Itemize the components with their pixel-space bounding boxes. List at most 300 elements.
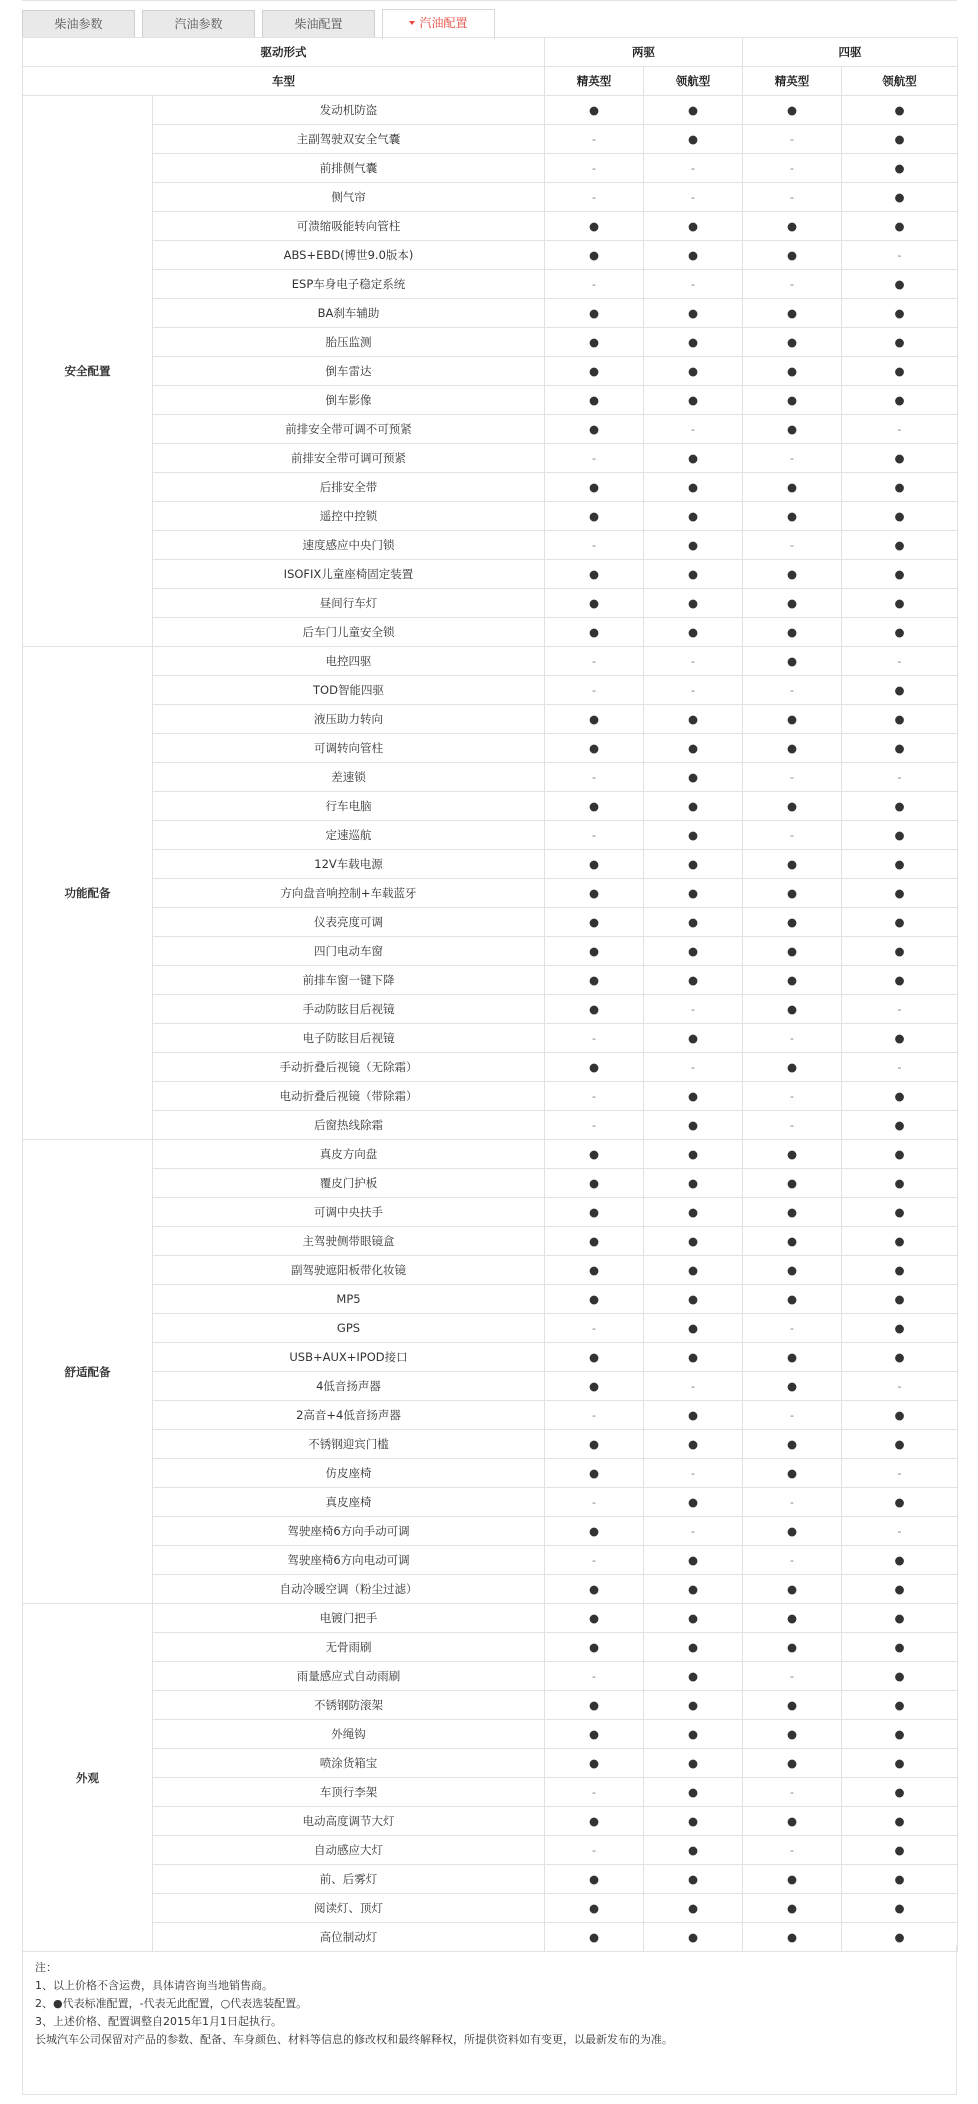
feature-name: 昼间行车灯: [153, 589, 545, 618]
feature-name: 真皮方向盘: [153, 1140, 545, 1169]
feature-name: 电动高度调节大灯: [153, 1807, 545, 1836]
not-available-mark: -: [842, 1053, 958, 1082]
feature-name: 主副驾驶双安全气囊: [153, 125, 545, 154]
drive-type-header-row: [23, 38, 958, 67]
not-available-mark: -: [644, 154, 743, 183]
feature-row: [23, 1314, 958, 1343]
standard-mark: ●: [743, 937, 842, 966]
feature-name: 倒车雷达: [153, 357, 545, 386]
feature-name: ISOFIX儿童座椅固定装置: [153, 560, 545, 589]
feature-name: 阅读灯、顶灯: [153, 1894, 545, 1923]
standard-mark: ●: [743, 386, 842, 415]
standard-mark: ●: [842, 821, 958, 850]
feature-name: 12V车载电源: [153, 850, 545, 879]
standard-mark: ●: [743, 560, 842, 589]
notes-title: 注：: [35, 1961, 57, 1974]
feature-name: ABS+EBD(博世9.0版本): [153, 241, 545, 270]
standard-mark: ●: [644, 1198, 743, 1227]
feature-row: [23, 1401, 958, 1430]
standard-mark: ●: [743, 502, 842, 531]
standard-mark: ●: [743, 1140, 842, 1169]
not-available-mark: -: [545, 444, 644, 473]
standard-mark: ●: [743, 1923, 842, 1952]
standard-mark: ●: [743, 1807, 842, 1836]
standard-mark: ●: [743, 734, 842, 763]
standard-mark: ●: [743, 618, 842, 647]
standard-mark: ●: [743, 96, 842, 125]
standard-mark: ●: [842, 1604, 958, 1633]
standard-mark: ●: [644, 1343, 743, 1372]
not-available-mark: -: [743, 531, 842, 560]
standard-mark: ●: [644, 1285, 743, 1314]
not-available-mark: -: [644, 676, 743, 705]
feature-row: [23, 1227, 958, 1256]
standard-mark: ●: [743, 792, 842, 821]
feature-name: 前、后雾灯: [153, 1865, 545, 1894]
standard-mark: ●: [545, 705, 644, 734]
not-available-mark: -: [644, 1459, 743, 1488]
standard-mark: ●: [644, 1720, 743, 1749]
standard-mark: ●: [743, 1575, 842, 1604]
standard-mark: ●: [545, 850, 644, 879]
not-available-mark: -: [743, 1082, 842, 1111]
standard-mark: ●: [842, 1082, 958, 1111]
feature-name: 可调转向管柱: [153, 734, 545, 763]
category-label-function: 功能配备: [23, 647, 153, 1140]
standard-mark: ●: [743, 1691, 842, 1720]
standard-mark: ●: [842, 1807, 958, 1836]
standard-mark: ●: [545, 1604, 644, 1633]
feature-name: 前排侧气囊: [153, 154, 545, 183]
standard-mark: ●: [644, 821, 743, 850]
standard-mark: ●: [644, 1575, 743, 1604]
standard-mark: ●: [644, 1169, 743, 1198]
not-available-mark: -: [545, 647, 644, 676]
standard-mark: ●: [644, 1488, 743, 1517]
standard-mark: ●: [644, 1894, 743, 1923]
standard-mark: ●: [842, 1749, 958, 1778]
feature-row: [23, 1546, 958, 1575]
standard-mark: ●: [842, 1633, 958, 1662]
feature-row: [23, 154, 958, 183]
standard-mark: ●: [644, 618, 743, 647]
standard-mark: ●: [644, 241, 743, 270]
feature-name: 车顶行李架: [153, 1778, 545, 1807]
standard-mark: ●: [545, 1517, 644, 1546]
standard-mark: ●: [842, 1923, 958, 1952]
feature-name: 外绳钩: [153, 1720, 545, 1749]
feature-name: 定速巡航: [153, 821, 545, 850]
standard-mark: ●: [644, 1778, 743, 1807]
standard-mark: ●: [743, 879, 842, 908]
standard-mark: ●: [743, 1633, 842, 1662]
standard-mark: ●: [644, 357, 743, 386]
standard-mark: ●: [842, 1546, 958, 1575]
standard-mark: ●: [644, 212, 743, 241]
standard-mark: ●: [842, 1169, 958, 1198]
standard-mark: ●: [842, 1430, 958, 1459]
feature-name: 仿皮座椅: [153, 1459, 545, 1488]
feature-row: [23, 1720, 958, 1749]
not-available-mark: -: [842, 647, 958, 676]
standard-mark: ●: [743, 473, 842, 502]
spec-table-body: [23, 38, 958, 1952]
feature-name: 覆皮门护板: [153, 1169, 545, 1198]
standard-mark: ●: [743, 241, 842, 270]
standard-mark: ●: [644, 96, 743, 125]
standard-mark: ●: [842, 618, 958, 647]
not-available-mark: -: [545, 1546, 644, 1575]
feature-row: [23, 1140, 958, 1169]
standard-mark: ●: [644, 560, 743, 589]
feature-row: [23, 995, 958, 1024]
standard-mark: ●: [842, 328, 958, 357]
feature-row: [23, 1807, 958, 1836]
standard-mark: ●: [545, 734, 644, 763]
standard-mark: ●: [743, 1256, 842, 1285]
standard-mark: ●: [644, 966, 743, 995]
standard-mark: ●: [644, 1836, 743, 1865]
standard-mark: ●: [842, 1401, 958, 1430]
feature-row: [23, 705, 958, 734]
feature-name: 前排车窗一键下降: [153, 966, 545, 995]
feature-name: 后窗热线除霜: [153, 1111, 545, 1140]
not-available-mark: -: [743, 125, 842, 154]
trim-4wd-elite: 精英型: [743, 67, 842, 96]
standard-mark: ●: [545, 328, 644, 357]
standard-mark: ●: [842, 1894, 958, 1923]
feature-name: 电镀门把手: [153, 1604, 545, 1633]
feature-row: [23, 1691, 958, 1720]
feature-row: [23, 1430, 958, 1459]
standard-mark: ●: [842, 125, 958, 154]
feature-row: [23, 1198, 958, 1227]
feature-name: 副驾驶遮阳板带化妆镜: [153, 1256, 545, 1285]
model-header-row: [23, 67, 958, 96]
feature-name: 电子防眩目后视镜: [153, 1024, 545, 1053]
standard-mark: ●: [743, 1517, 842, 1546]
standard-mark: ●: [545, 966, 644, 995]
standard-mark: ●: [743, 1285, 842, 1314]
tab-bar: [22, 10, 957, 38]
not-available-mark: -: [743, 1111, 842, 1140]
trim-2wd-elite: 精英型: [545, 67, 644, 96]
standard-mark: ●: [743, 1227, 842, 1256]
feature-row: [23, 386, 958, 415]
standard-mark: ●: [842, 1256, 958, 1285]
standard-mark: ●: [644, 1633, 743, 1662]
standard-mark: ●: [644, 1256, 743, 1285]
standard-mark: ●: [842, 589, 958, 618]
standard-mark: ●: [644, 1024, 743, 1053]
tab-gasoline-config-label: 汽油配置: [419, 16, 468, 30]
not-available-mark: -: [545, 1024, 644, 1053]
feature-row: [23, 531, 958, 560]
not-available-mark: -: [644, 183, 743, 212]
feature-name: 前排安全带可调不可预紧: [153, 415, 545, 444]
standard-mark: ●: [743, 1430, 842, 1459]
standard-mark: ●: [644, 792, 743, 821]
feature-name: ESP车身电子稳定系统: [153, 270, 545, 299]
feature-row: [23, 212, 958, 241]
feature-name: 驾驶座椅6方向电动可调: [153, 1546, 545, 1575]
standard-mark: ●: [545, 96, 644, 125]
feature-name: 侧气帘: [153, 183, 545, 212]
feature-name: 自动冷暖空调（粉尘过滤）: [153, 1575, 545, 1604]
not-available-mark: -: [644, 1372, 743, 1401]
not-available-mark: -: [644, 647, 743, 676]
feature-name: 差速锁: [153, 763, 545, 792]
feature-row: [23, 1169, 958, 1198]
category-label-comfort: 舒适配备: [23, 1140, 153, 1604]
standard-mark: ●: [545, 1169, 644, 1198]
not-available-mark: -: [842, 1459, 958, 1488]
standard-mark: ●: [743, 357, 842, 386]
standard-mark: ●: [545, 1343, 644, 1372]
not-available-mark: -: [743, 1024, 842, 1053]
standard-mark: ●: [842, 734, 958, 763]
not-available-mark: -: [842, 415, 958, 444]
feature-name: 四门电动车窗: [153, 937, 545, 966]
not-available-mark: -: [545, 1401, 644, 1430]
standard-mark: ●: [644, 299, 743, 328]
feature-name: 自动感应大灯: [153, 1836, 545, 1865]
standard-mark: ●: [842, 154, 958, 183]
standard-mark: ●: [743, 850, 842, 879]
standard-mark: ●: [644, 1227, 743, 1256]
not-available-mark: -: [743, 1778, 842, 1807]
category-label-exterior: 外观: [23, 1604, 153, 1952]
standard-mark: ●: [842, 1778, 958, 1807]
feature-name: 喷涂货箱宝: [153, 1749, 545, 1778]
not-available-mark: -: [743, 183, 842, 212]
standard-mark: ●: [545, 1256, 644, 1285]
feature-name: MP5: [153, 1285, 545, 1314]
spec-table: [22, 37, 958, 1952]
not-available-mark: -: [545, 1778, 644, 1807]
feature-row: [23, 96, 958, 125]
standard-mark: ●: [743, 995, 842, 1024]
standard-mark: ●: [743, 1749, 842, 1778]
notes-box: [22, 1945, 957, 2095]
feature-row: [23, 1256, 958, 1285]
feature-name: 雨量感应式自动雨刷: [153, 1662, 545, 1691]
standard-mark: ●: [743, 1459, 842, 1488]
standard-mark: ●: [644, 589, 743, 618]
spec-table-wrapper: [22, 37, 957, 1952]
feature-name: 无骨雨刷: [153, 1633, 545, 1662]
feature-row: [23, 1662, 958, 1691]
standard-mark: ●: [842, 1662, 958, 1691]
standard-mark: ●: [842, 386, 958, 415]
tab-diesel-config[interactable]: 柴油配置: [262, 10, 375, 37]
standard-mark: ●: [644, 1140, 743, 1169]
standard-mark: ●: [842, 1691, 958, 1720]
standard-mark: ●: [842, 1865, 958, 1894]
not-available-mark: -: [743, 1662, 842, 1691]
note-line: 3、上述价格、配置调整自2015年1月1日起执行。: [35, 2015, 282, 2028]
standard-mark: ●: [644, 1314, 743, 1343]
standard-mark: ●: [842, 1024, 958, 1053]
standard-mark: ●: [545, 995, 644, 1024]
drive-type-4wd: 四驱: [743, 38, 958, 67]
not-available-mark: -: [743, 763, 842, 792]
not-available-mark: -: [545, 125, 644, 154]
standard-mark: ●: [842, 1140, 958, 1169]
standard-mark: ●: [644, 937, 743, 966]
standard-mark: ●: [842, 792, 958, 821]
top-divider: [22, 0, 957, 1]
standard-mark: ●: [644, 1691, 743, 1720]
feature-row: [23, 966, 958, 995]
tab-gasoline-config[interactable]: [382, 9, 495, 39]
feature-name: 4低音扬声器: [153, 1372, 545, 1401]
standard-mark: ●: [644, 763, 743, 792]
feature-row: [23, 1836, 958, 1865]
standard-mark: ●: [743, 415, 842, 444]
feature-row: [23, 1575, 958, 1604]
standard-mark: ●: [743, 299, 842, 328]
standard-mark: ●: [545, 357, 644, 386]
not-available-mark: -: [545, 1082, 644, 1111]
feature-name: BA刹车辅助: [153, 299, 545, 328]
caret-down-icon: [409, 21, 415, 25]
standard-mark: ●: [743, 908, 842, 937]
standard-mark: ●: [743, 1343, 842, 1372]
standard-mark: ●: [644, 1546, 743, 1575]
standard-mark: ●: [644, 850, 743, 879]
not-available-mark: -: [644, 995, 743, 1024]
standard-mark: ●: [545, 1140, 644, 1169]
drive-type-2wd: 两驱: [545, 38, 743, 67]
feature-row: [23, 1343, 958, 1372]
standard-mark: ●: [545, 1865, 644, 1894]
standard-mark: ●: [842, 1575, 958, 1604]
standard-mark: ●: [545, 1430, 644, 1459]
standard-mark: ●: [743, 966, 842, 995]
feature-row: [23, 850, 958, 879]
standard-mark: ●: [545, 589, 644, 618]
standard-mark: ●: [842, 1488, 958, 1517]
feature-name: USB+AUX+IPOD接口: [153, 1343, 545, 1372]
feature-name: 真皮座椅: [153, 1488, 545, 1517]
feature-row: [23, 125, 958, 154]
standard-mark: ●: [644, 386, 743, 415]
not-available-mark: -: [545, 1836, 644, 1865]
standard-mark: ●: [644, 1807, 743, 1836]
feature-row: [23, 328, 958, 357]
feature-row: [23, 444, 958, 473]
feature-row: [23, 792, 958, 821]
not-available-mark: -: [842, 995, 958, 1024]
not-available-mark: -: [743, 154, 842, 183]
standard-mark: ●: [842, 212, 958, 241]
standard-mark: ●: [743, 1372, 842, 1401]
standard-mark: ●: [743, 212, 842, 241]
standard-mark: ●: [545, 1894, 644, 1923]
standard-mark: ●: [842, 183, 958, 212]
not-available-mark: -: [545, 531, 644, 560]
feature-name: 驾驶座椅6方向手动可调: [153, 1517, 545, 1546]
standard-mark: ●: [842, 357, 958, 386]
standard-mark: ●: [644, 328, 743, 357]
standard-mark: ●: [743, 1865, 842, 1894]
feature-name: 后车门儿童安全锁: [153, 618, 545, 647]
standard-mark: ●: [545, 1285, 644, 1314]
standard-mark: ●: [545, 1372, 644, 1401]
not-available-mark: -: [743, 270, 842, 299]
feature-row: [23, 1053, 958, 1082]
feature-row: [23, 415, 958, 444]
feature-name: 可溃缩吸能转向管柱: [153, 212, 545, 241]
not-available-mark: -: [743, 1401, 842, 1430]
tab-diesel-params[interactable]: 柴油参数: [22, 10, 135, 37]
feature-row: [23, 908, 958, 937]
standard-mark: ●: [842, 96, 958, 125]
feature-row: [23, 1372, 958, 1401]
note-line: 1、以上价格不含运费，具体请咨询当地销售商。: [35, 1979, 273, 1992]
standard-mark: ●: [644, 734, 743, 763]
standard-mark: ●: [644, 502, 743, 531]
feature-row: [23, 1604, 958, 1633]
drive-type-label: 驱动形式: [23, 38, 545, 67]
feature-row: [23, 1865, 958, 1894]
not-available-mark: -: [743, 1488, 842, 1517]
not-available-mark: -: [644, 415, 743, 444]
feature-name: 2高音+4低音扬声器: [153, 1401, 545, 1430]
standard-mark: ●: [545, 1923, 644, 1952]
feature-row: [23, 241, 958, 270]
standard-mark: ●: [842, 444, 958, 473]
standard-mark: ●: [743, 1720, 842, 1749]
standard-mark: ●: [545, 1198, 644, 1227]
not-available-mark: -: [743, 821, 842, 850]
standard-mark: ●: [545, 473, 644, 502]
feature-name: 前排安全带可调可预紧: [153, 444, 545, 473]
standard-mark: ●: [842, 879, 958, 908]
standard-mark: ●: [842, 705, 958, 734]
standard-mark: ●: [743, 1198, 842, 1227]
feature-name: 速度感应中央门锁: [153, 531, 545, 560]
not-available-mark: -: [743, 444, 842, 473]
standard-mark: ●: [545, 1720, 644, 1749]
standard-mark: ●: [644, 1430, 743, 1459]
not-available-mark: -: [545, 1662, 644, 1691]
not-available-mark: -: [743, 676, 842, 705]
not-available-mark: -: [743, 1546, 842, 1575]
standard-mark: ●: [545, 1691, 644, 1720]
feature-row: [23, 647, 958, 676]
standard-mark: ●: [842, 270, 958, 299]
not-available-mark: -: [743, 1836, 842, 1865]
not-available-mark: -: [545, 270, 644, 299]
standard-mark: ●: [743, 705, 842, 734]
standard-mark: ●: [644, 1749, 743, 1778]
feature-row: [23, 734, 958, 763]
standard-mark: ●: [545, 299, 644, 328]
feature-row: [23, 357, 958, 386]
feature-row: [23, 1894, 958, 1923]
standard-mark: ●: [842, 473, 958, 502]
not-available-mark: -: [545, 1488, 644, 1517]
feature-row: [23, 879, 958, 908]
not-available-mark: -: [545, 154, 644, 183]
tab-gasoline-params[interactable]: 汽油参数: [142, 10, 255, 37]
standard-mark: ●: [545, 618, 644, 647]
feature-row: [23, 1517, 958, 1546]
category-label-safety: 安全配置: [23, 96, 153, 647]
standard-mark: ●: [545, 879, 644, 908]
